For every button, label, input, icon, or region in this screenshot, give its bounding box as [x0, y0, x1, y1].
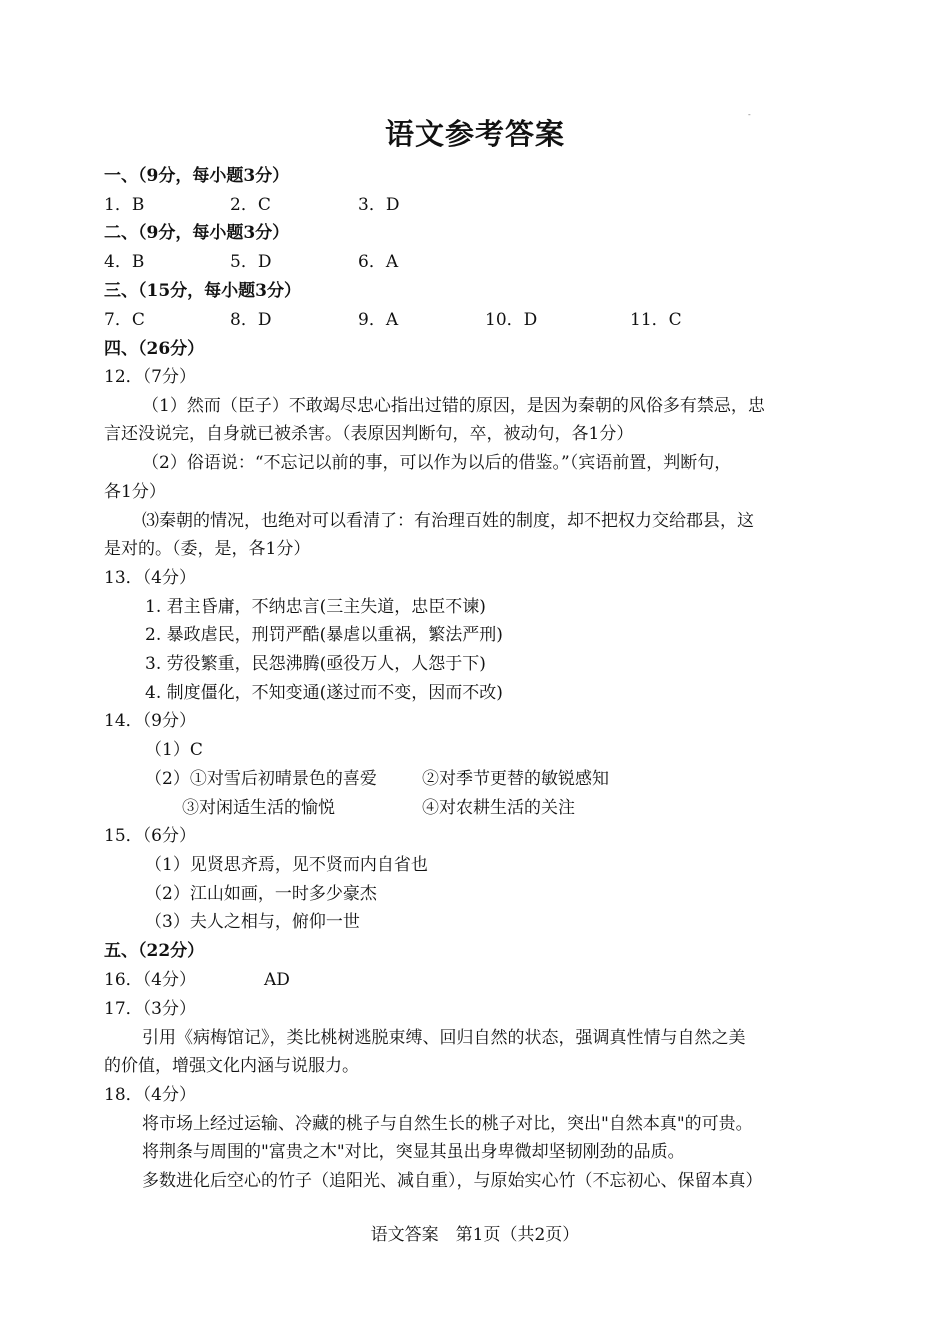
q13-item-2: 2. 暴政虐民，刑罚严酷(暴虐以重祸，繁法严刑) — [145, 625, 503, 645]
q16-answer: AD — [264, 970, 290, 990]
answer-q7: 7．C — [104, 310, 145, 330]
q16-heading: 16．（4分） — [104, 970, 196, 990]
answer-q3: 3．D — [358, 195, 400, 215]
answer-q9: 9．A — [358, 310, 399, 330]
answer-q4: 4．B — [104, 252, 145, 272]
q14-answer-2-label: （2） — [145, 769, 190, 789]
answer-q8: 8．D — [230, 310, 272, 330]
q12-part2-line2: 各1分） — [104, 482, 166, 502]
q17-heading: 17．（3分） — [104, 999, 196, 1019]
section-3-heading: 三、（15分，每小题3分） — [104, 281, 301, 301]
q14-point-4: ④对农耕生活的关注 — [422, 798, 575, 818]
section-1-heading: 一、（9分，每小题3分） — [104, 166, 290, 186]
page-title: 语文参考答案 — [384, 117, 565, 151]
q18-heading: 18．（4分） — [104, 1085, 196, 1105]
answer-q1: 1．B — [104, 195, 145, 215]
q13-item-4: 4. 制度僵化，不知变通(遂过而不变，因而不改) — [145, 683, 503, 703]
section-2-heading: 二、（9分，每小题3分） — [104, 223, 290, 243]
q17-line-1: 引用《病梅馆记》，类比桃树逃脱束缚、回归自然的状态，强调真性情与自然之美 — [142, 1028, 746, 1048]
answer-q5: 5．D — [230, 252, 272, 272]
q12-part1-line1: （1）然而（臣子）不敢竭尽忠心指出过错的原因，是因为秦朝的风俗多有禁忌，忠 — [142, 396, 765, 416]
q14-answer-2-row-2 — [182, 794, 927, 822]
q12-part2-line1: （2）俗语说：“不忘记以前的事，可以作为以后的借鉴。”（宾语前置，判断句， — [142, 453, 732, 473]
q14-answer-2-row-1 — [145, 765, 890, 793]
q12-part3-line1: ⑶秦朝的情况，也绝对可以看清了：有治理百姓的制度，却不把权力交给郡县，这 — [142, 511, 754, 531]
section-4-heading: 四、（26分） — [104, 339, 205, 359]
q14-point-2: ②对季节更替的敏锐感知 — [422, 769, 609, 789]
q12-part3-line2: 是对的。（委，是，各1分） — [104, 539, 311, 559]
q18-line-1: 将市场上经过运输、冷藏的桃子与自然生长的桃子对比，突出"自然本真"的可贵。 — [142, 1114, 753, 1134]
q18-line-3: 多数进化后空心的竹子（追阳光、减自重），与原始实心竹（不忘初心、保留本真） — [142, 1171, 763, 1191]
answer-q2: 2．C — [230, 195, 271, 215]
q14-point-3: ③对闲适生活的愉悦 — [182, 798, 335, 818]
q13-heading: 13．（4分） — [104, 568, 196, 588]
q15-item-1: （1）见贤思齐焉，见不贤而内自省也 — [145, 855, 428, 875]
q16-row — [104, 966, 849, 994]
q14-heading: 14．（9分） — [104, 711, 196, 731]
q14-answer-1: （1）C — [145, 740, 203, 760]
answer-q6: 6．A — [358, 252, 399, 272]
q15-item-2: （2）江山如画，一时多少豪杰 — [145, 884, 377, 904]
q12-heading: 12．（7分） — [104, 367, 196, 387]
q18-line-2: 将荆条与周围的"富贵之木"对比，突显其虽出身卑微却坚韧刚劲的品质。 — [142, 1142, 685, 1162]
q15-heading: 15．（6分） — [104, 826, 196, 846]
answer-q10: 10．D — [485, 310, 538, 330]
q14-point-1: ①对雪后初晴景色的喜爱 — [189, 769, 377, 789]
q13-item-1: 1. 君主昏庸，不纳忠言(三主失道，忠臣不谏) — [145, 597, 486, 617]
q12-part1-line2: 言还没说完，自身就已被杀害。（表原因判断句，卒，被动句，各1分） — [104, 424, 634, 444]
top-mark: - — [748, 110, 751, 119]
answer-q11: 11．C — [630, 310, 682, 330]
q13-item-3: 3. 劳役繁重，民怨沸腾(亟役万人，人怨于下) — [145, 654, 486, 674]
q17-line-2: 的价值，增强文化内涵与说服力。 — [104, 1056, 359, 1076]
page-footer: 语文答案 第1页（共2页） — [370, 1225, 580, 1245]
section-5-heading: 五、（22分） — [104, 941, 205, 961]
q15-item-3: （3）夫人之相与，俯仰一世 — [145, 912, 360, 932]
